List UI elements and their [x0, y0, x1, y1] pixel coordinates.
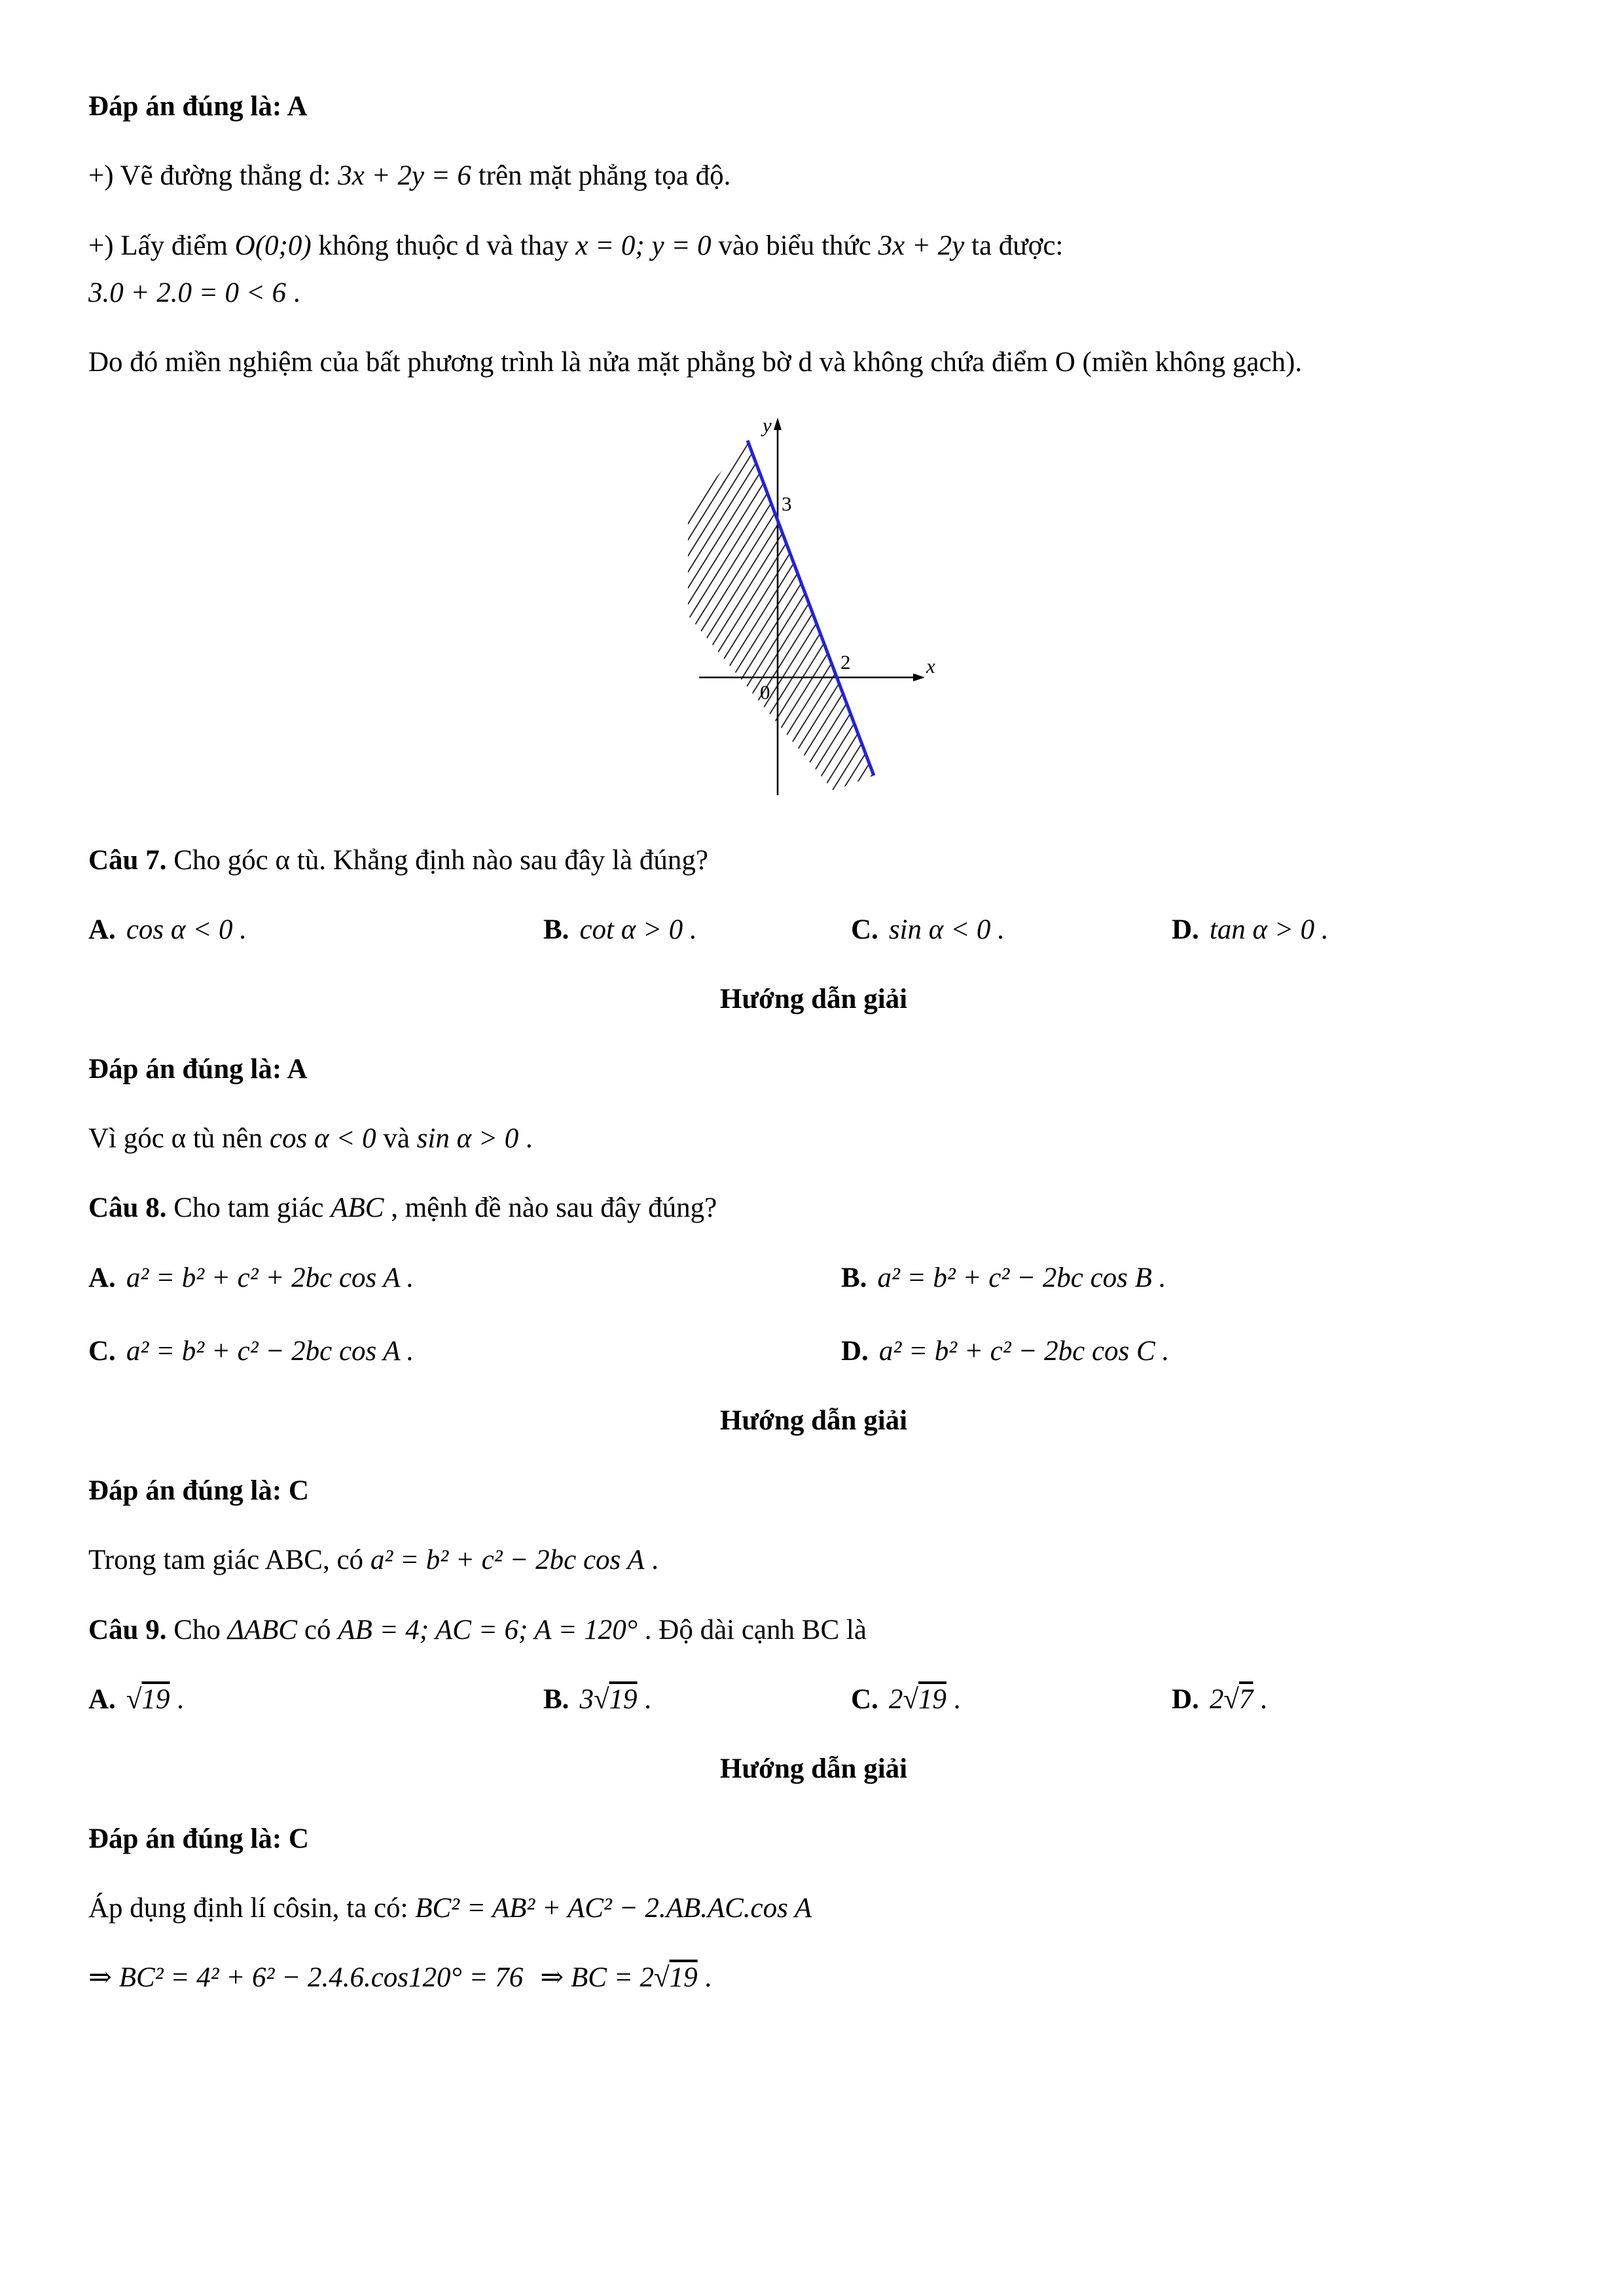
q9-solution-line1	[88, 1888, 1539, 1929]
math-run: tan α > 0 .	[1209, 914, 1329, 946]
radicand: 19	[609, 1683, 638, 1715]
math-run: 2	[888, 1683, 903, 1715]
y-intercept-label: 3	[782, 492, 792, 515]
radical-sign-icon: √	[1223, 1683, 1239, 1715]
radicand: 19	[141, 1683, 170, 1715]
q6-step-test-point-result	[88, 273, 1539, 314]
radicand: 19	[669, 1962, 698, 1994]
option-letter: A.	[88, 914, 116, 946]
q7-option-c	[851, 910, 1172, 950]
x-intercept-label: 2	[840, 650, 851, 673]
math-run: BC² = AB² + AC² − 2.AB.AC.cos A	[415, 1892, 812, 1924]
figure-solution-region	[683, 412, 945, 809]
q8-option-c	[88, 1331, 841, 1372]
option-letter: C.	[88, 1336, 116, 1367]
option-letter: B.	[543, 914, 569, 946]
option-letter: A.	[88, 1262, 116, 1293]
q7-option-d	[1172, 910, 1539, 950]
text-run: không thuộc d và thay	[311, 230, 576, 261]
answer-line-q6: Đáp án đúng là: A	[88, 91, 308, 122]
math-run: O(0;0)	[234, 230, 312, 261]
hatched-region	[688, 440, 874, 791]
text-run: +) Lấy điểm	[88, 230, 235, 261]
q8-option-a	[88, 1258, 841, 1299]
text-run: có	[297, 1614, 338, 1645]
radical-sign-icon: √	[593, 1683, 609, 1715]
x-axis-arrow-icon	[913, 673, 925, 681]
q9-option-a	[88, 1679, 543, 1720]
radicand: 7	[1238, 1683, 1254, 1715]
math-run: sin α < 0 .	[888, 914, 1005, 946]
option-letter: D.	[1172, 1683, 1199, 1715]
math-run: 2	[1209, 1683, 1224, 1715]
q9-option-b	[543, 1679, 851, 1720]
radical-sign-icon: √	[126, 1683, 142, 1715]
math-run: a² = b² + c² + 2bc cos A .	[126, 1262, 414, 1293]
text-run: Trong tam giác ABC, có	[88, 1545, 370, 1576]
math-run: cot α > 0 .	[579, 914, 697, 946]
origin-label: 0	[760, 680, 770, 704]
radicand: 19	[918, 1683, 947, 1715]
question-7	[88, 840, 1539, 881]
coordinate-plane	[683, 412, 945, 802]
question-9	[88, 1610, 1539, 1651]
q8-answer-line: Đáp án đúng là: C	[88, 1475, 309, 1506]
math-run: 3x + 2y = 6	[338, 160, 471, 192]
q8-guide-heading: Hướng dẫn giải	[719, 1405, 908, 1437]
question-8	[88, 1188, 1539, 1229]
math-run: ⇒ BC = 2	[540, 1962, 654, 1994]
q8-option-b	[841, 1258, 1539, 1299]
math-run: x = 0; y = 0	[575, 230, 712, 261]
text-run: Áp dụng định lí côsin, ta có:	[88, 1892, 416, 1924]
option-letter: C.	[851, 914, 878, 946]
x-axis-label: x	[926, 654, 935, 677]
q9-guide-heading: Hướng dẫn giải	[719, 1753, 908, 1785]
q6-conclusion: Do đó miền nghiệm của bất phương trình là nửa mặt phẳng bờ d và không chứa điểm O (miền không gạch).	[88, 347, 1303, 378]
text-run: Cho góc α tù. Khẳng định nào sau đây là đúng?	[166, 844, 708, 876]
math-run: a² = b² + c² − 2bc cos B .	[877, 1262, 1166, 1293]
radical-sign-icon: √	[903, 1683, 918, 1715]
math-run: ABC	[331, 1193, 384, 1224]
text-run: +) Vẽ đường thẳng d:	[88, 160, 338, 192]
q7-answer-line: Đáp án đúng là: A	[88, 1053, 308, 1085]
math-run: cos α < 0	[269, 1123, 376, 1155]
option-letter: A.	[88, 1683, 116, 1715]
q8-solution	[88, 1540, 1539, 1581]
math-run: ⇒ BC² = 4² + 6² − 2.4.6.cos120° = 76	[88, 1962, 524, 1994]
q9-answer-line: Đáp án đúng là: C	[88, 1823, 309, 1854]
question-7-label: Câu 7.	[88, 844, 167, 876]
text-run: vào biểu thức	[711, 230, 878, 261]
y-axis-arrow-icon	[774, 418, 782, 430]
math-run: cos α < 0 .	[126, 914, 247, 946]
text-run: và	[376, 1123, 417, 1155]
math-run: 3.0 + 2.0 = 0 < 6	[88, 278, 287, 309]
option-letter: B.	[841, 1262, 867, 1293]
text-run: .	[644, 1545, 659, 1576]
option-letter: C.	[851, 1683, 878, 1715]
q7-options	[88, 910, 1539, 950]
text-run: . Độ dài cạnh BC là	[638, 1614, 867, 1645]
text-run: Cho tam giác	[166, 1193, 331, 1224]
math-run: ΔABC	[227, 1614, 298, 1645]
math-run: a² = b² + c² − 2bc cos A	[370, 1545, 645, 1576]
option-letter: D.	[841, 1336, 869, 1367]
text-run: Vì góc α tù nên	[88, 1123, 270, 1155]
option-letter: B.	[543, 1683, 569, 1715]
y-axis-label: y	[763, 413, 772, 437]
q7-option-b	[543, 910, 851, 950]
text-run: .	[1253, 1683, 1267, 1715]
math-run: a² = b² + c² − 2bc cos A .	[126, 1336, 414, 1367]
text-run: , mệnh đề nào sau đây đúng?	[384, 1193, 717, 1224]
text-run: .	[946, 1683, 961, 1715]
text-run: .	[518, 1123, 533, 1155]
text-run: .	[170, 1683, 184, 1715]
math-run: AB = 4; AC = 6; A = 120°	[338, 1614, 638, 1645]
math-run: a² = b² + c² − 2bc cos C .	[878, 1336, 1170, 1367]
question-8-label: Câu 8.	[88, 1193, 167, 1224]
q6-step-draw-line	[88, 156, 1539, 196]
q6-step-test-point	[88, 226, 1539, 266]
q9-option-c	[851, 1679, 1172, 1720]
text-run: .	[697, 1962, 712, 1994]
radical-sign-icon: √	[653, 1962, 670, 1994]
text-run: ta được:	[964, 230, 1064, 261]
math-run: sin α > 0	[416, 1123, 519, 1155]
question-9-label: Câu 9.	[88, 1614, 167, 1645]
text-run: trên mặt phẳng tọa độ.	[471, 160, 731, 192]
q7-option-a	[88, 910, 543, 950]
math-run: 3x + 2y	[878, 230, 965, 261]
text-run: .	[637, 1683, 652, 1715]
q8-option-d	[841, 1331, 1539, 1372]
q7-guide-heading: Hướng dẫn giải	[719, 984, 908, 1015]
q9-option-d	[1172, 1679, 1539, 1720]
text-run: .	[286, 278, 300, 309]
q9-options	[88, 1679, 1539, 1720]
q8-options	[88, 1258, 1539, 1372]
q9-solution-line2	[88, 1958, 1539, 1998]
option-letter: D.	[1172, 914, 1199, 946]
q7-solution	[88, 1119, 1539, 1159]
math-run: 3	[579, 1683, 594, 1715]
text-run: Cho	[166, 1614, 228, 1645]
